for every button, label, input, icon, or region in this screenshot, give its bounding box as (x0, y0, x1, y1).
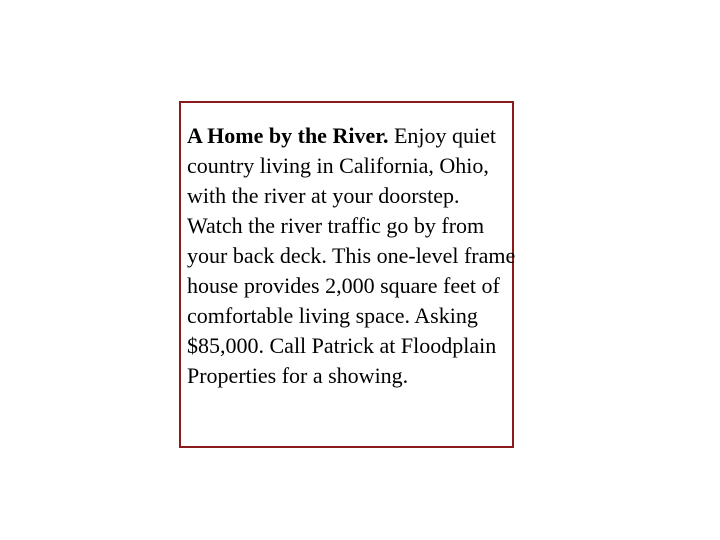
listing-body: Enjoy quiet country living in California, Ohio, with the river at your doorstep. Watch the river traffic go by from your back deck. This one-level frame house provides 2,000 square feet of comfortable living space. Asking $85,000. Call Patrick at Floodplain Properties for a showing. (187, 123, 516, 388)
listing-ad-text (187, 121, 517, 391)
listing-title: A Home by the River. (187, 123, 389, 148)
listing-ad-box (179, 101, 514, 448)
